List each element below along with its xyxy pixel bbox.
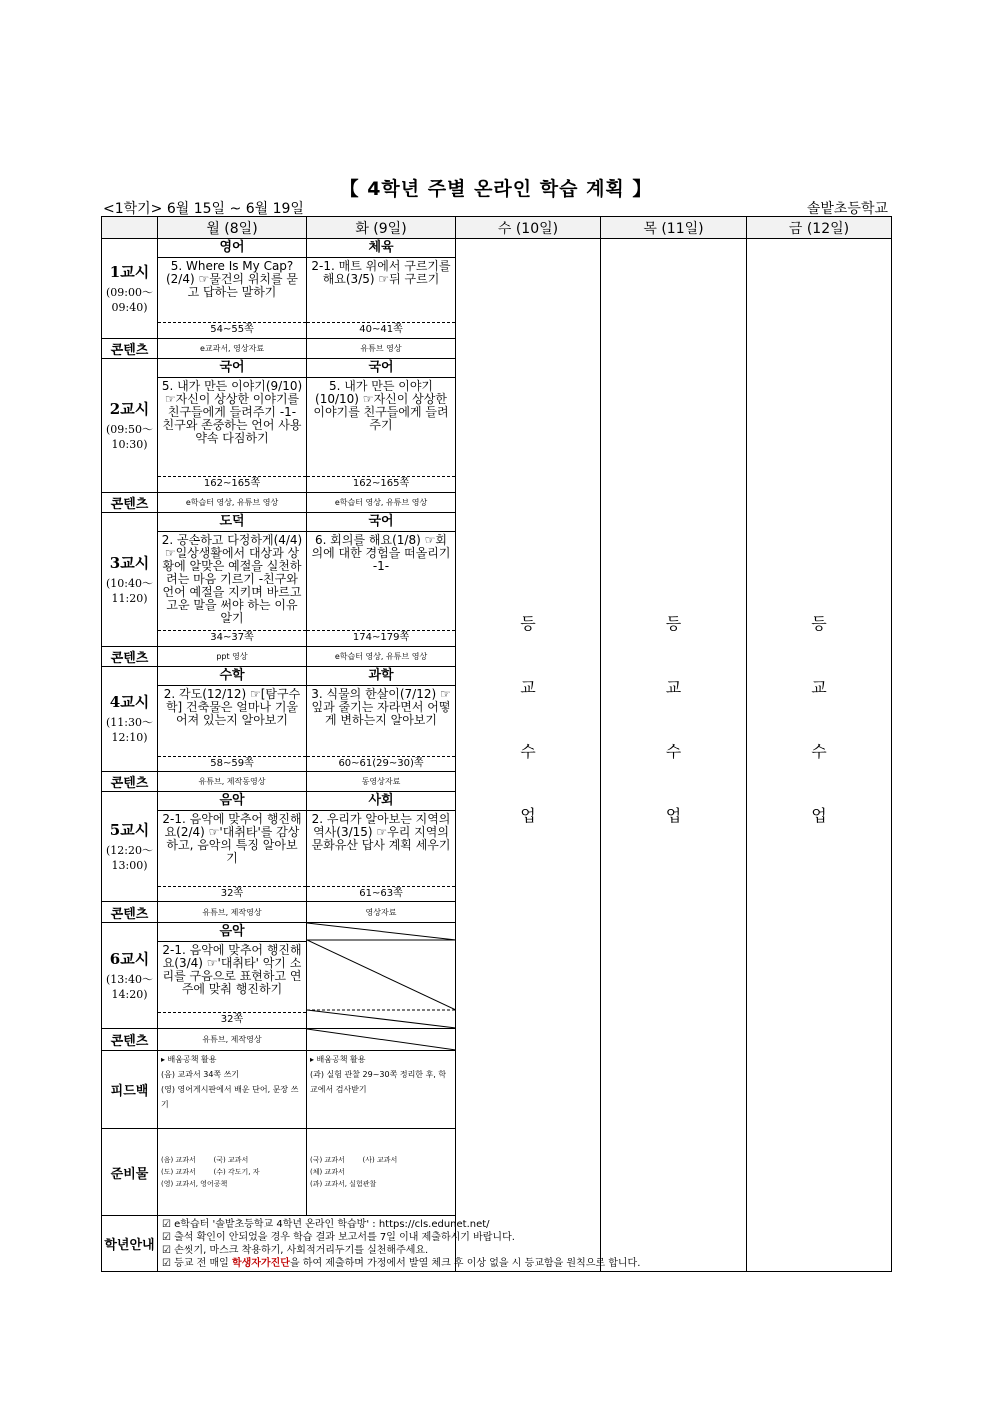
lesson-description: 5. 내가 만든 이야기(10/10) ☞자신이 상상한 이야기를 친구들에게 들려주기 bbox=[313, 379, 449, 432]
content-label: 콘텐츠 bbox=[102, 1029, 158, 1051]
content-label: 콘텐츠 bbox=[102, 339, 158, 359]
content-tue: 영상자료 bbox=[307, 902, 456, 923]
lesson-description: 2-1. 매트 위에서 구르기를 해요(3/5) ☞뒤 구르기 bbox=[311, 259, 451, 286]
textbook-pages: 32쪽 bbox=[158, 1012, 306, 1027]
content-tue: 유튜브 영상 bbox=[307, 339, 456, 359]
textbook-pages: 162~165쪽 bbox=[158, 476, 306, 491]
lesson-cell-mon bbox=[158, 667, 307, 772]
period-label: 3교시 (10:40～11:20) bbox=[102, 513, 158, 647]
day-header-tue: 화 (9일) bbox=[307, 217, 456, 239]
content-mon: e학습터 영상, 유튜브 영상 bbox=[158, 493, 307, 513]
lesson-cell-mon bbox=[158, 513, 307, 647]
period-label: 5교시 (12:20～13:00) bbox=[102, 792, 158, 902]
subject-name: 사회 bbox=[307, 793, 455, 811]
prep-mon: (음) 교과서 (국) 교과서 (도) 교과서 (수) 각도기, 자 (영) 교과서, 영어공책 bbox=[158, 1129, 307, 1216]
prep-tue: (국) 교과서 (사) 교과서 (체) 교과서 (과) 교과서, 실험관찰 bbox=[307, 1129, 456, 1216]
lesson-cell-mon bbox=[158, 923, 307, 1029]
lesson-description: 2-1. 음악에 맞추어 행진해요(2/4) ☞'대취타'를 감상하고, 음악의 특징 알아보기 bbox=[162, 811, 302, 865]
subject-name: 체육 bbox=[307, 240, 455, 258]
subject-name: 영어 bbox=[158, 240, 306, 258]
textbook-pages: 162~165쪽 bbox=[307, 476, 455, 491]
lesson-cell-mon bbox=[158, 792, 307, 902]
content-tue: e학습터 영상, 유튜브 영상 bbox=[307, 647, 456, 667]
lesson-description: 5. Where Is My Cap?(2/4) ☞물건의 위치를 묻고 답하는 말하기 bbox=[165, 259, 299, 299]
textbook-pages: 34~37쪽 bbox=[158, 630, 306, 645]
subject-name: 도덕 bbox=[158, 514, 306, 532]
attend-cell-fri: 등 교 수 업 bbox=[747, 239, 892, 1272]
self-check-highlight: 학생자가진단 bbox=[231, 1257, 290, 1269]
notice-line: ☑ 손씻기, 마스크 착용하기, 사회적거리두기를 실천해주세요. bbox=[162, 1244, 429, 1256]
semester-date-range: <1학기> 6월 15일 ~ 6월 19일 bbox=[103, 201, 304, 217]
lesson-cell-mon bbox=[158, 239, 307, 339]
lesson-description: 3. 식물의 한살이(7/12) ☞잎과 줄기는 자라면서 어떻게 변하는지 알아보기 bbox=[311, 686, 451, 727]
lesson-cell-tue bbox=[307, 239, 456, 339]
textbook-pages: 54~55쪽 bbox=[158, 322, 306, 337]
attend-cell-wed: 등 교 수 업 bbox=[456, 239, 601, 1272]
textbook-pages: 40~41쪽 bbox=[307, 322, 455, 337]
lesson-cell-tue bbox=[307, 792, 456, 902]
prep-label: 준비물 bbox=[102, 1129, 158, 1216]
textbook-pages: 58~59쪽 bbox=[158, 756, 306, 771]
textbook-pages: 60~61(29~30)쪽 bbox=[307, 756, 455, 771]
lesson-description: 2. 우리가 알아보는 지역의 역사(3/15) ☞우리 지역의 문화유산 답사 계획 세우기 bbox=[311, 811, 451, 852]
textbook-pages: 174~179쪽 bbox=[307, 630, 455, 645]
corner-cell bbox=[102, 217, 158, 239]
content-mon: e교과서, 영상자료 bbox=[158, 339, 307, 359]
content-mon: 유튜브, 제작영상 bbox=[158, 902, 307, 923]
feedback-label: 피드백 bbox=[102, 1051, 158, 1129]
attend-cell-thu: 등 교 수 업 bbox=[601, 239, 747, 1272]
period-label: 2교시 (09:50～10:30) bbox=[102, 359, 158, 493]
lesson-description: 5. 내가 만든 이야기(9/10) ☞자신이 상상한 이야기를 친구들에게 들려주기 -1- 친구와 존중하는 언어 사용 약속 다짐하기 bbox=[161, 379, 303, 445]
feedback-mon: ▸ 배움공책 활용 (음) 교과서 34쪽 쓰기 (영) 영어게시판에서 배운 단어, 문장 쓰기 bbox=[158, 1051, 307, 1129]
notice-label: 학년안내 bbox=[102, 1216, 158, 1272]
content-label: 콘텐츠 bbox=[102, 772, 158, 792]
lesson-description: 6. 회의를 해요(1/8) ☞회의에 대한 경험을 떠올리기 -1- bbox=[311, 533, 451, 573]
period-label: 1교시 (09:00～09:40) bbox=[102, 239, 158, 339]
subject-name: 수학 bbox=[158, 668, 306, 686]
day-header-thu: 목 (11일) bbox=[601, 217, 747, 239]
notice-line: ☑ 등교 전 매일 학생자가진단을 하여 제출하며 가정에서 발열 체크 후 이상 없을 시 등교함을 원칙으로 합니다. bbox=[162, 1257, 641, 1269]
textbook-pages: 32쪽 bbox=[158, 886, 306, 901]
school-name: 솔밭초등학교 bbox=[806, 201, 888, 217]
notice-line: ☑ 출석 확인이 안되었을 경우 학습 결과 보고서를 7일 이내 제출하시기 바랍니다. bbox=[162, 1231, 515, 1243]
subject-name: 과학 bbox=[307, 668, 455, 686]
subject-name: 음악 bbox=[158, 793, 306, 811]
day-header-row bbox=[102, 217, 892, 239]
content-label: 콘텐츠 bbox=[102, 493, 158, 513]
content-tue: e학습터 영상, 유튜브 영상 bbox=[307, 493, 456, 513]
content-label: 콘텐츠 bbox=[102, 902, 158, 923]
day-header-mon: 월 (8일) bbox=[158, 217, 307, 239]
subject-name: 국어 bbox=[158, 360, 306, 378]
feedback-tue: ▸ 배움공책 활용 (과) 실험 관찰 29~30쪽 정리한 후, 학교에서 검사받기 bbox=[307, 1051, 456, 1129]
content-tue: 동영상자료 bbox=[307, 772, 456, 792]
subject-name: 국어 bbox=[307, 360, 455, 378]
day-header-fri: 금 (12일) bbox=[747, 217, 892, 239]
subject-name: 국어 bbox=[307, 514, 455, 532]
lesson-description: 2. 공손하고 다정하게(4/4) ☞일상생활에서 대상과 상황에 알맞은 예절을 실천하려는 마음 기르기 -친구와 언어 예절을 지키며 바르고 고운 말을 써야 하는 이유 알기 bbox=[161, 533, 303, 625]
period-label: 4교시 (11:30～12:10) bbox=[102, 667, 158, 772]
day-header-wed: 수 (10일) bbox=[456, 217, 601, 239]
content-mon: 유튜브, 제작영상 bbox=[158, 1029, 307, 1051]
content-mon: 유튜브, 제작동영상 bbox=[158, 772, 307, 792]
page-title: 【 4학년 주별 온라인 학습 계획 】 bbox=[339, 178, 653, 200]
empty-slash-mark bbox=[307, 1029, 456, 1050]
lesson-cell-mon bbox=[158, 359, 307, 493]
empty-content-tue bbox=[307, 1029, 456, 1051]
lesson-cell-tue bbox=[307, 359, 456, 493]
empty-cell-tue bbox=[307, 923, 456, 1029]
empty-slash-mark bbox=[307, 923, 456, 1028]
notice-line: ☑ e학습터 '솔밭초등학교 4학년 온라인 학습방' : https://cls.edunet.net/ bbox=[162, 1218, 490, 1230]
period-label: 6교시 (13:40～14:20) bbox=[102, 923, 158, 1029]
textbook-pages: 61~63쪽 bbox=[307, 886, 455, 901]
content-label: 콘텐츠 bbox=[102, 647, 158, 667]
notice-box bbox=[158, 1216, 892, 1272]
lesson-description: 2-1. 음악에 맞추어 행진해요(3/4) ☞'대취타' 악기 소리를 구음으로 표현하고 연주에 맞춰 행진하기 bbox=[162, 943, 302, 996]
lesson-cell-tue bbox=[307, 513, 456, 647]
lesson-description: 2. 각도(12/12) ☞[탐구수학] 건축물은 얼마나 기울어져 있는지 알아보기 bbox=[163, 686, 301, 727]
lesson-cell-tue bbox=[307, 667, 456, 772]
weekly-plan-table bbox=[101, 216, 892, 1272]
content-mon: ppt 영상 bbox=[158, 647, 307, 667]
subject-name: 음악 bbox=[158, 924, 306, 942]
